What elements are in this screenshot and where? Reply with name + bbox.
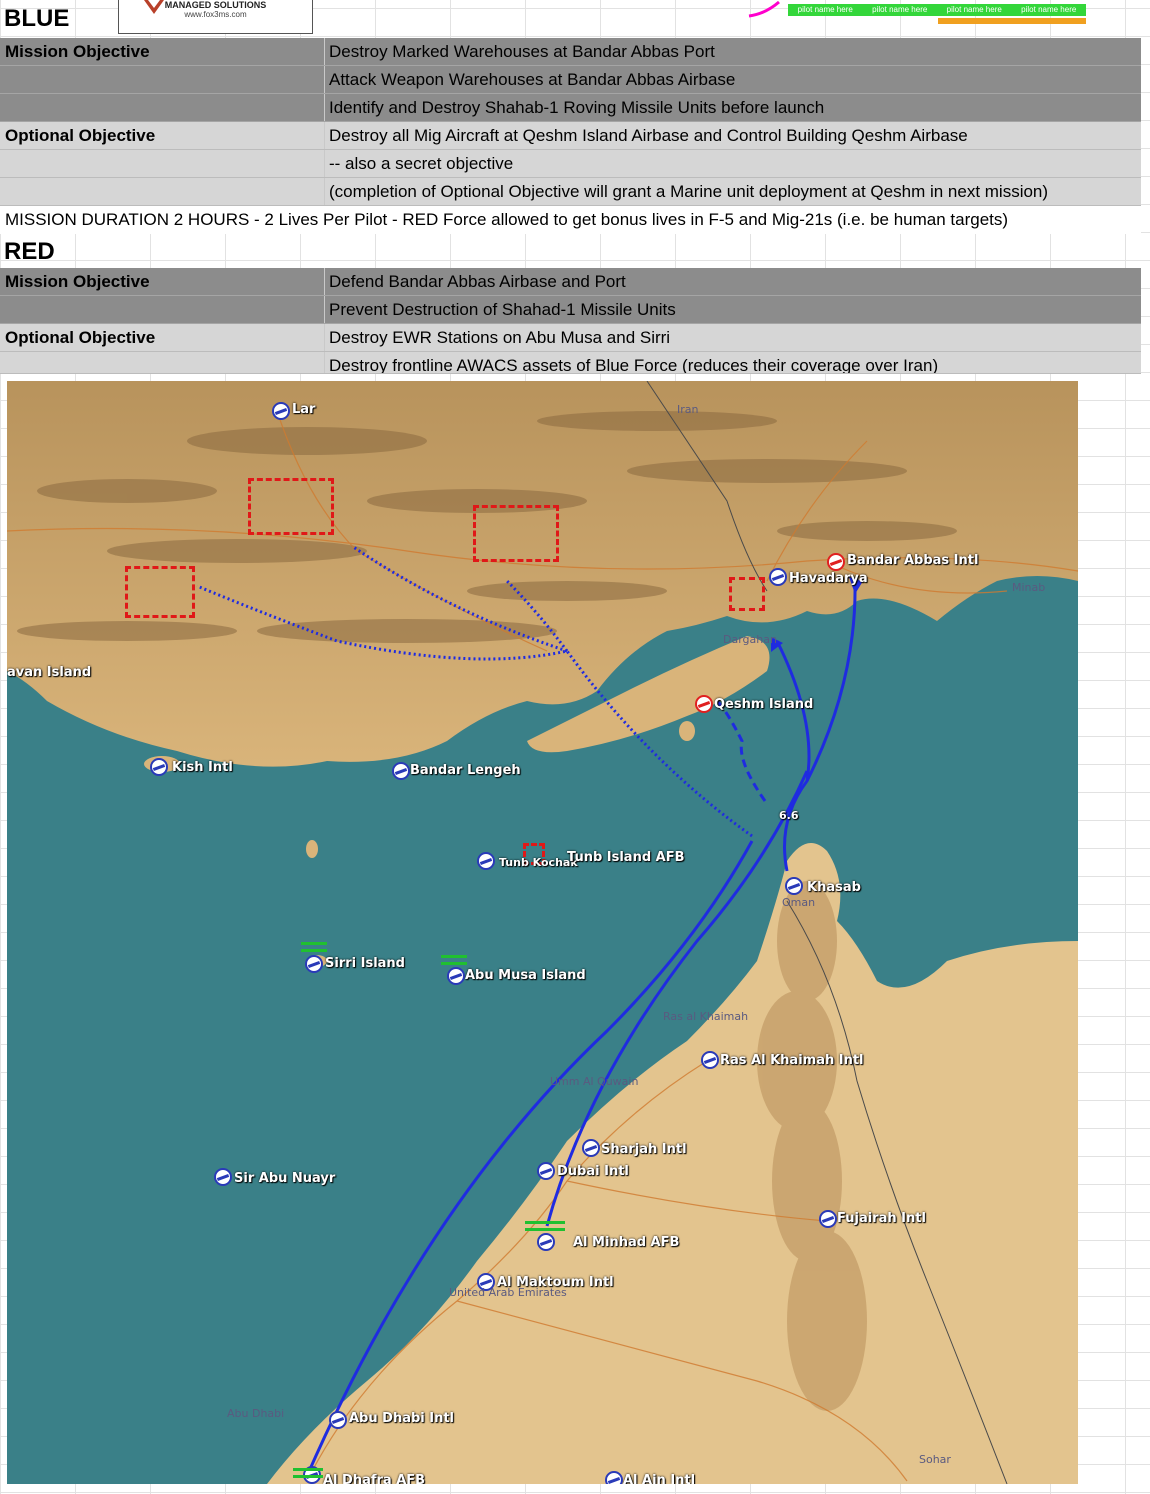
map-label: Khasab xyxy=(807,880,861,895)
pilot-slots xyxy=(788,4,1086,16)
ewr-icon[interactable] xyxy=(441,955,467,965)
pilot-slot[interactable]: pilot name here xyxy=(1021,5,1077,14)
empty-cell xyxy=(0,150,325,177)
blue-mission-row-3[interactable] xyxy=(0,94,1141,122)
map-label: Lar xyxy=(292,402,316,417)
pilot-slot[interactable]: pilot name here xyxy=(797,5,853,14)
fox3-logo xyxy=(118,0,313,34)
red-section-title: RED xyxy=(4,238,55,265)
red-optional-row-1[interactable] xyxy=(0,324,1141,352)
map-label: Al Ain Intl xyxy=(623,1473,696,1484)
empty-cell xyxy=(0,296,325,323)
objective-cell: Identify and Destroy Shahab-1 Roving Missile Units before launch xyxy=(329,98,825,117)
map-label: Ras al Khaimah xyxy=(663,1010,749,1023)
airport-icon[interactable] xyxy=(537,1233,555,1251)
red-mission-row-2[interactable] xyxy=(0,296,1141,324)
airport-icon[interactable] xyxy=(329,1411,347,1429)
objective-cell: Destroy EWR Stations on Abu Musa and Sirri xyxy=(329,328,671,347)
map-label: Sirri Island xyxy=(325,956,405,971)
mission-duration-text: MISSION DURATION 2 HOURS - 2 Lives Per Pilot - RED Force allowed to get bonus lives in F-5 and Mig-21s (i.e. be human targets) xyxy=(5,210,1009,229)
map-label: Al Minhad AFB xyxy=(573,1235,680,1250)
mission-duration-row[interactable] xyxy=(0,206,1141,234)
airport-icon[interactable] xyxy=(537,1162,555,1180)
map-label: Abu Dhabi Intl xyxy=(349,1411,455,1426)
empty-cell xyxy=(0,352,325,373)
flight-path-3 xyxy=(785,581,856,871)
airport-icon[interactable] xyxy=(819,1210,837,1228)
airport-icon[interactable] xyxy=(605,1471,623,1484)
logo-url: www.fox3ms.com xyxy=(184,10,247,19)
map-label: Havadarya xyxy=(789,571,868,586)
map-label: Dubai Intl xyxy=(557,1164,629,1179)
blue-optional-row-2[interactable] xyxy=(0,150,1141,178)
uae-oman-land xyxy=(267,843,1078,1484)
objective-cell: Defend Bandar Abbas Airbase and Port xyxy=(329,272,626,291)
mission-objective-label: Mission Objective xyxy=(0,268,325,295)
empty-cell xyxy=(0,178,325,205)
distance-label: 6.6 xyxy=(779,809,799,822)
airport-icon[interactable] xyxy=(769,568,787,586)
map-label: Al Maktoum Intl xyxy=(497,1275,614,1290)
airport-icon[interactable] xyxy=(214,1168,232,1186)
map-label: Abu Dhabi xyxy=(227,1407,285,1420)
map-label: Bandar Lengeh xyxy=(410,763,521,778)
objective-cell: Destroy frontline AWACS assets of Blue Force (reduces their coverage over Iran) xyxy=(329,356,939,374)
red-optional-row-2[interactable] xyxy=(0,352,1141,374)
pilot-roster-widget xyxy=(705,0,1087,24)
map-label: Tunb Kochak xyxy=(499,856,578,869)
airport-icon[interactable] xyxy=(827,553,845,571)
map-label: United Arab Emirates xyxy=(449,1286,567,1299)
airport-icon[interactable] xyxy=(701,1051,719,1069)
pilot-slot[interactable]: pilot name here xyxy=(872,5,928,14)
fox-logo-icon xyxy=(141,0,167,22)
target-area[interactable] xyxy=(729,577,765,611)
objective-cell: Destroy Marked Warehouses at Bandar Abbas Port xyxy=(329,42,715,61)
blue-section-title: BLUE xyxy=(4,5,70,32)
target-area[interactable] xyxy=(125,566,195,618)
objective-cell: (completion of Optional Objective will grant a Marine unit deployment at Qeshm in next mission) xyxy=(329,182,1049,201)
ewr-icon[interactable] xyxy=(301,942,327,952)
optional-objective-label: Optional Objective xyxy=(0,324,325,351)
map-label: avan Island xyxy=(7,665,92,680)
map-label: Minab xyxy=(1012,581,1046,594)
empty-cell xyxy=(0,94,325,121)
map-label: Kish Intl xyxy=(172,760,233,775)
mission-objective-label: Mission Objective xyxy=(0,38,325,65)
map-label: Qeshm Island xyxy=(714,697,814,712)
map-label: Bandar Abbas Intl xyxy=(847,553,979,568)
map-label: Sir Abu Nuayr xyxy=(234,1171,336,1186)
airport-icon[interactable] xyxy=(582,1139,600,1157)
optional-objective-label: Optional Objective xyxy=(0,122,325,149)
airport-icon[interactable] xyxy=(305,955,323,973)
map-label: Fujairah Intl xyxy=(837,1211,926,1226)
map-label: Tunb Island AFB xyxy=(567,850,685,865)
blue-mission-row-2[interactable] xyxy=(0,66,1141,94)
airport-icon[interactable] xyxy=(392,762,410,780)
map-label: Sharjah Intl xyxy=(601,1142,687,1157)
mission-map[interactable] xyxy=(7,381,1078,1484)
objective-cell: -- also a secret objective xyxy=(329,154,514,173)
map-label: Abu Musa Island xyxy=(465,968,586,983)
pilot-slot[interactable]: pilot name here xyxy=(946,5,1002,14)
objective-cell: Destroy all Mig Aircraft at Qeshm Island Airbase and Control Building Qeshm Airbase xyxy=(329,126,968,145)
airport-icon[interactable] xyxy=(150,758,168,776)
map-label: Iran xyxy=(677,403,699,416)
map-label: Ras Al Khaimah Intl xyxy=(720,1053,864,1068)
logo-text: MANAGED SOLUTIONS xyxy=(164,0,267,10)
objective-cell: Prevent Destruction of Shahad-1 Missile Units xyxy=(329,300,676,319)
objective-cell: Attack Weapon Warehouses at Bandar Abbas Airbase xyxy=(329,70,736,89)
empty-cell xyxy=(0,66,325,93)
target-area[interactable] xyxy=(473,505,559,562)
airport-icon[interactable] xyxy=(272,402,290,420)
blue-mission-row-1[interactable] xyxy=(0,38,1141,66)
airport-icon[interactable] xyxy=(785,877,803,895)
airport-icon[interactable] xyxy=(477,852,495,870)
red-mission-row-1[interactable] xyxy=(0,268,1141,296)
airport-icon[interactable] xyxy=(695,695,713,713)
arrow-icon xyxy=(745,0,785,20)
airport-icon[interactable] xyxy=(447,967,465,985)
map-label: Dargahan xyxy=(723,633,777,646)
ewr-icon[interactable] xyxy=(525,1221,565,1231)
status-bar xyxy=(938,18,1086,24)
map-label: Umm Al Quwain xyxy=(550,1075,639,1088)
ewr-icon[interactable] xyxy=(293,1468,323,1478)
blue-optional-row-1[interactable] xyxy=(0,122,1141,150)
map-label: Al Dhafra AFB xyxy=(323,1473,426,1484)
map-label: Oman xyxy=(782,896,816,909)
map-label: Sohar xyxy=(919,1453,951,1466)
target-area[interactable] xyxy=(248,478,334,535)
blue-optional-row-3[interactable] xyxy=(0,178,1141,206)
